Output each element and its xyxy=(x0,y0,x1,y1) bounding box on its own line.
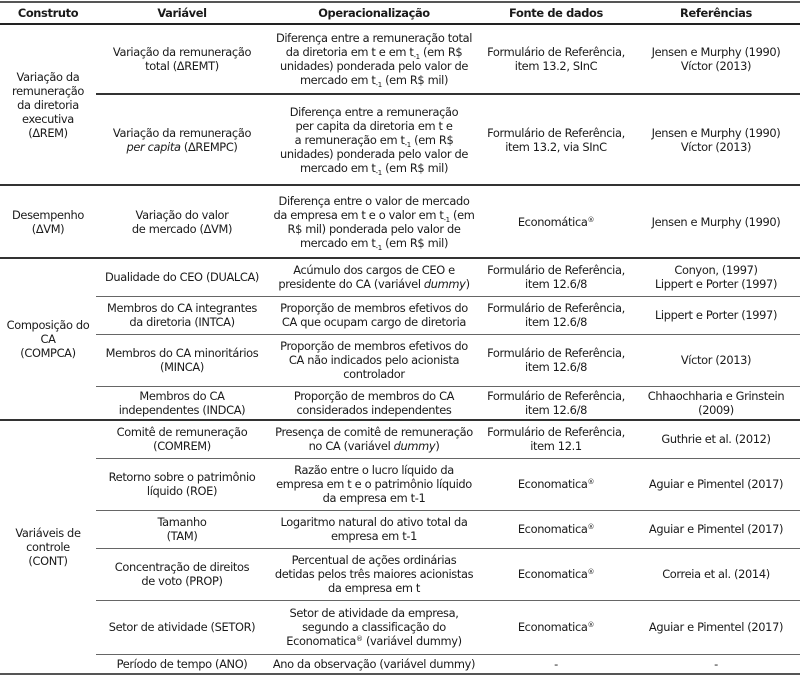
fonte-cell xyxy=(480,654,632,674)
construto-line: controle xyxy=(26,540,70,554)
variavel-cell xyxy=(96,296,268,334)
fonte-cell xyxy=(480,185,632,258)
operacionalizacao-cell-line: Ano da observação (variável dummy) xyxy=(272,656,476,671)
table-row xyxy=(0,420,800,458)
referencias-cell-line: Lippert e Porter (1997) xyxy=(654,277,778,292)
referencias-cell xyxy=(632,458,800,510)
fonte-cell-line: Formulário de Referência, xyxy=(487,425,625,440)
construto-line: Composição do xyxy=(6,318,90,332)
operacionalizacao-cell-line: Percentual de ações ordinárias xyxy=(291,553,457,567)
referencias-cell-line: Jensen e Murphy (1990) xyxy=(651,45,781,59)
fonte-cell-line: item 12.6/8 xyxy=(525,360,587,374)
fonte-cell-line: Economatica® xyxy=(517,567,595,581)
variavel-cell xyxy=(96,654,268,674)
operacionalizacao-cell-line: unidades) ponderada pelo valor de xyxy=(279,59,469,73)
referencias-cell xyxy=(632,654,800,674)
referencias-cell xyxy=(632,24,800,94)
referencias-cell-line: Víctor (2013) xyxy=(680,59,752,73)
variavel-cell-line: Membros do CA minoritários xyxy=(105,346,259,360)
fonte-cell xyxy=(480,296,632,334)
fonte-cell-line: Formulário de Referência, xyxy=(487,125,625,140)
header-operacionalizacao: Operacionalização xyxy=(268,2,480,24)
operacionalizacao-cell-line: da empresa em t-1 xyxy=(322,491,426,505)
fonte-cell xyxy=(480,420,632,458)
operacionalizacao-cell-line: Logaritmo natural do ativo total da xyxy=(280,515,468,529)
operacionalizacao-cell-line: empresa em t-1 xyxy=(331,529,417,543)
construto-line: (CONT) xyxy=(28,554,68,568)
construto-line: Variação da xyxy=(16,69,80,84)
variavel-cell-line: de voto (PROP) xyxy=(141,574,223,588)
operacionalizacao-cell xyxy=(268,258,480,296)
variavel-cell xyxy=(96,420,268,458)
fonte-cell-line: Formulário de Referência, xyxy=(487,45,625,59)
table-row xyxy=(0,386,800,420)
operacionalizacao-cell xyxy=(268,510,480,548)
referencias-cell-line: Correia et al. (2014) xyxy=(662,567,770,581)
operacionalizacao-cell-line: CA que ocupam cargo de diretoria xyxy=(281,315,467,329)
operacionalizacao-cell-line: detidas pelos três maiores acionistas xyxy=(274,567,474,581)
fonte-cell xyxy=(480,600,632,654)
fonte-cell-line: Economática® xyxy=(517,214,595,229)
construto-cell xyxy=(0,420,96,674)
variavel-cell xyxy=(96,458,268,510)
fonte-cell xyxy=(480,386,632,420)
operacionalizacao-cell xyxy=(268,334,480,386)
fonte-cell-line: Formulário de Referência, xyxy=(487,263,625,278)
operacionalizacao-cell-line: considerados independentes xyxy=(296,402,452,417)
operacionalizacao-cell-line: Proporção de membros efetivos do xyxy=(280,339,468,353)
referencias-cell-line: Víctor (2013) xyxy=(680,139,752,154)
construto-line: da diretoria xyxy=(17,97,79,112)
table-row xyxy=(0,185,800,258)
variavel-cell-line: (MINCA) xyxy=(160,360,204,374)
referencias-cell-line: Aguiar e Pimentel (2017) xyxy=(648,522,784,536)
fonte-cell-line: Formulário de Referência, xyxy=(487,388,625,403)
fonte-cell-line: Formulário de Referência, xyxy=(487,301,625,315)
referencias-cell-line: Aguiar e Pimentel (2017) xyxy=(648,477,784,491)
operacionalizacao-cell-line: CA não indicados pelo acionista xyxy=(288,353,460,367)
variavel-cell xyxy=(96,185,268,258)
variavel-cell-line: Variação da remuneração xyxy=(112,125,252,140)
variables-table xyxy=(0,1,800,675)
variavel-cell-line: Setor de atividade (SETOR) xyxy=(108,620,256,634)
operacionalizacao-cell xyxy=(268,600,480,654)
variavel-cell-line: Concentração de direitos xyxy=(114,560,250,574)
operacionalizacao-cell-line: Diferença entre a remuneração total xyxy=(275,31,473,45)
variavel-cell xyxy=(96,600,268,654)
construto-line: (ΔREM) xyxy=(28,125,68,140)
variavel-cell xyxy=(96,258,268,296)
header-variavel: Variável xyxy=(96,2,268,24)
operacionalizacao-cell xyxy=(268,296,480,334)
fonte-cell-line: item 12.6/8 xyxy=(525,277,587,292)
operacionalizacao-cell xyxy=(268,386,480,420)
operacionalizacao-cell xyxy=(268,420,480,458)
referencias-cell-line: - xyxy=(714,656,718,671)
referencias-cell xyxy=(632,296,800,334)
fonte-cell xyxy=(480,94,632,185)
fonte-cell xyxy=(480,458,632,510)
referencias-cell xyxy=(632,258,800,296)
operacionalizacao-cell-line: Proporção de membros do CA xyxy=(293,388,455,403)
table-row xyxy=(0,94,800,185)
construto-cell xyxy=(0,258,96,420)
referencias-cell xyxy=(632,334,800,386)
table-row xyxy=(0,654,800,674)
fonte-cell xyxy=(480,510,632,548)
variavel-cell-line: Membros do CA xyxy=(139,388,225,403)
table-row xyxy=(0,548,800,600)
fonte-cell-line: Economatica® xyxy=(517,477,595,491)
referencias-cell xyxy=(632,386,800,420)
operacionalizacao-cell-line: mercado em $t_{-1}$ (em R$ mil) xyxy=(299,160,449,177)
variavel-cell-line: per capita (ΔREMPC) xyxy=(126,139,238,154)
table-row xyxy=(0,600,800,654)
operacionalizacao-cell-line: Acúmulo dos cargos de CEO e xyxy=(293,263,455,278)
fonte-cell-line: Economatica® xyxy=(517,522,595,536)
operacionalizacao-cell-line: Diferença entre o valor de mercado xyxy=(278,193,470,208)
construto-line: CA xyxy=(40,332,56,346)
header-construto: Construto xyxy=(0,2,96,24)
fonte-cell-line: item 13.2, via SInC xyxy=(505,139,607,154)
table-row xyxy=(0,258,800,296)
variavel-cell-line: independentes (INDCA) xyxy=(118,402,246,417)
variavel-cell-line: da diretoria (INTCA) xyxy=(129,315,235,329)
operacionalizacao-cell-line: Economatica® (variável dummy) xyxy=(286,634,462,648)
operacionalizacao-cell-line: da empresa em t xyxy=(327,581,421,595)
construto-cell xyxy=(0,24,96,185)
table-row xyxy=(0,296,800,334)
variavel-cell-line: Retorno sobre o patrimônio xyxy=(108,470,256,484)
construto-line: Variáveis de xyxy=(15,526,81,540)
operacionalizacao-cell-line: R$ mil) ponderada pelo valor de xyxy=(287,221,461,236)
operacionalizacao-cell-line: empresa em t e o patrimônio líquido xyxy=(276,477,472,491)
fonte-cell-line: Formulário de Referência, xyxy=(487,346,625,360)
operacionalizacao-cell xyxy=(268,654,480,674)
referencias-cell xyxy=(632,420,800,458)
operacionalizacao-cell xyxy=(268,548,480,600)
referencias-cell xyxy=(632,510,800,548)
operacionalizacao-cell-line: Razão entre o lucro líquido da xyxy=(294,463,454,477)
variavel-cell xyxy=(96,548,268,600)
construto-line: remuneração xyxy=(11,83,84,98)
variavel-cell-line: total (ΔREMT) xyxy=(145,59,219,73)
operacionalizacao-cell xyxy=(268,458,480,510)
referencias-cell-line: Chhaochharia e Grinstein xyxy=(647,388,785,403)
fonte-cell xyxy=(480,258,632,296)
construto-cell xyxy=(0,185,96,258)
referencias-cell-line: Conyon, (1997) xyxy=(674,263,758,278)
fonte-cell xyxy=(480,548,632,600)
referencias-cell xyxy=(632,185,800,258)
variavel-cell xyxy=(96,386,268,420)
variavel-cell-line: Variação do valor xyxy=(135,207,229,222)
operacionalizacao-cell-line: Diferença entre a remuneração xyxy=(289,104,459,119)
operacionalizacao-cell-line: unidades) ponderada pelo valor de xyxy=(279,146,469,161)
header-referencias: Referências xyxy=(632,2,800,24)
construto-line: Desempenho xyxy=(12,207,84,222)
operacionalizacao-cell-line: a remuneração em $t_{-1}$ (em R$ xyxy=(294,132,454,149)
referencias-cell xyxy=(632,94,800,185)
variavel-cell-line: Período de tempo (ANO) xyxy=(116,656,248,671)
fonte-cell xyxy=(480,334,632,386)
referencias-cell-line: Víctor (2013) xyxy=(680,353,752,367)
fonte-cell xyxy=(480,24,632,94)
operacionalizacao-cell-line: Setor de atividade da empresa, xyxy=(289,606,459,620)
referencias-cell xyxy=(632,600,800,654)
operacionalizacao-cell-line: mercado em $t_{-1}$ (em R$ mil) xyxy=(299,235,449,252)
fonte-cell-line: item 12.1 xyxy=(530,439,582,454)
construto-line: executiva xyxy=(22,111,74,126)
fonte-cell-line: - xyxy=(554,656,558,671)
fonte-cell-line: item 12.6/8 xyxy=(525,315,587,329)
variavel-cell-line: (TAM) xyxy=(166,529,198,543)
header-row xyxy=(0,2,800,24)
variavel-cell-line: Membros do CA integrantes xyxy=(107,301,257,315)
variavel-cell-line: Variação da remuneração xyxy=(112,45,252,59)
operacionalizacao-cell-line: no CA (variável dummy) xyxy=(308,439,440,454)
fonte-cell-line: item 12.6/8 xyxy=(525,402,587,417)
operacionalizacao-cell-line: Proporção de membros efetivos do xyxy=(280,301,468,315)
operacionalizacao-cell-line: da diretoria em t e em $t_{-1}$ (em R$ xyxy=(285,45,463,61)
variavel-cell xyxy=(96,24,268,94)
referencias-cell-line: Aguiar e Pimentel (2017) xyxy=(648,620,784,634)
variavel-cell-line: líquido (ROE) xyxy=(146,484,218,498)
operacionalizacao-cell xyxy=(268,185,480,258)
construto-line: (ΔVM) xyxy=(31,221,65,236)
variavel-cell-line: (COMREM) xyxy=(153,439,211,454)
variavel-cell-line: de mercado (ΔVM) xyxy=(131,221,233,236)
variavel-cell-line: Comitê de remuneração xyxy=(116,425,248,440)
referencias-cell-line: Jensen e Murphy (1990) xyxy=(651,214,781,229)
referencias-cell xyxy=(632,548,800,600)
table-row xyxy=(0,24,800,94)
referencias-cell-line: Lippert e Porter (1997) xyxy=(654,308,778,322)
construto-line: (COMPCA) xyxy=(20,346,76,360)
fonte-cell-line: Economatica® xyxy=(517,620,595,634)
variavel-cell-line: Dualidade do CEO (DUALCA) xyxy=(104,270,260,285)
variavel-cell-line: Tamanho xyxy=(157,515,207,529)
table-row xyxy=(0,510,800,548)
referencias-cell-line: Jensen e Murphy (1990) xyxy=(651,125,781,140)
variavel-cell xyxy=(96,94,268,185)
operacionalizacao-cell xyxy=(268,94,480,185)
referencias-cell-line: Guthrie et al. (2012) xyxy=(661,432,771,447)
table-row xyxy=(0,458,800,510)
operacionalizacao-cell-line: presidente do CA (variável dummy) xyxy=(278,277,470,292)
operacionalizacao-cell-line: controlador xyxy=(343,367,405,381)
fonte-cell-line: item 13.2, SInC xyxy=(514,59,598,73)
operacionalizacao-cell xyxy=(268,24,480,94)
referencias-cell-line: (2009) xyxy=(698,402,734,417)
variavel-cell xyxy=(96,334,268,386)
table-row xyxy=(0,334,800,386)
operacionalizacao-cell-line: segundo a classificação do xyxy=(302,620,446,634)
operacionalizacao-cell-line: da empresa em t e o valor em $t_{-1}$ (em xyxy=(273,207,475,224)
header-fonte: Fonte de dados xyxy=(480,2,632,24)
operacionalizacao-cell-line: per capita da diretoria em t e xyxy=(295,118,453,133)
operacionalizacao-cell-line: mercado em $t_{-1}$ (em R$ mil) xyxy=(299,73,449,89)
variavel-cell xyxy=(96,510,268,548)
operacionalizacao-cell-line: Presença de comitê de remuneração xyxy=(275,425,473,440)
